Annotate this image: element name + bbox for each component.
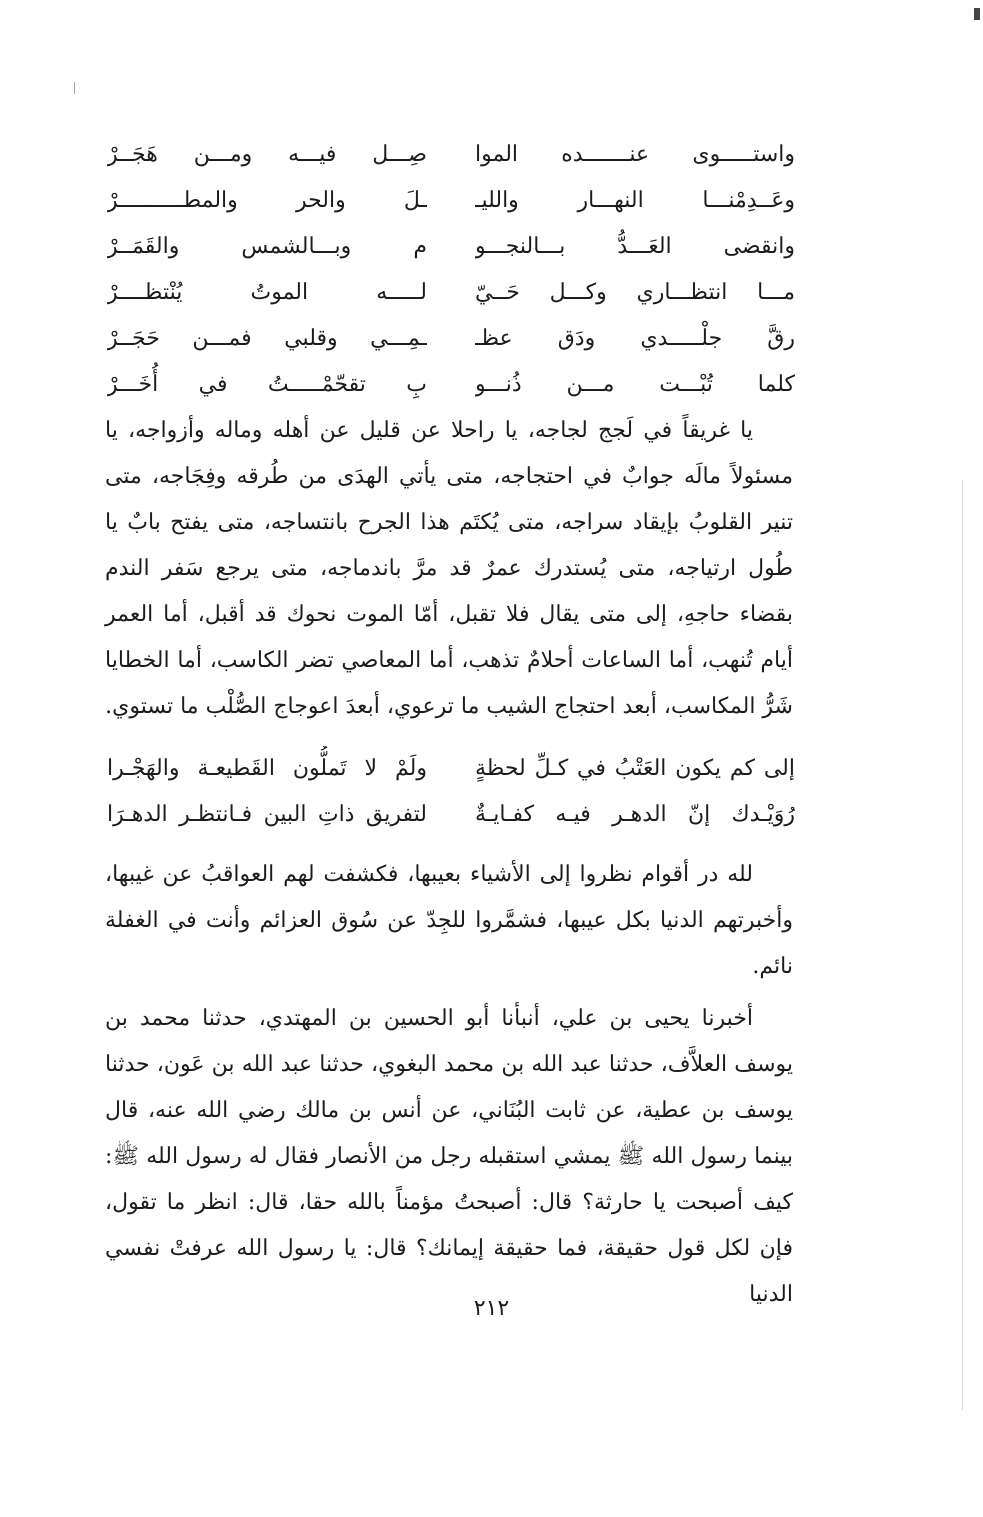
scan-mark xyxy=(974,8,980,20)
verse-line xyxy=(107,178,795,224)
verse-line xyxy=(107,132,795,178)
paragraph-block-2 xyxy=(105,852,793,990)
poem-block-1 xyxy=(107,132,795,408)
page-number: ٢١٢ xyxy=(473,1296,510,1321)
scan-tick xyxy=(74,82,75,94)
verse-line xyxy=(107,746,795,792)
verse-first-hemistich: وعَــدِمْنـــا النهـــار والليـ xyxy=(475,188,795,213)
verse-second-hemistich: ـلَ والحر والمطــــــــــرْ xyxy=(107,188,427,213)
verse-first-hemistich: مـــا انتظـــاري وكـــل حَــيّ xyxy=(475,280,795,305)
verse-line xyxy=(107,362,795,408)
scan-edge-line xyxy=(962,480,963,1410)
verse-second-hemistich: م وبـــالشمس والقَمَــرْ xyxy=(107,234,427,259)
prose-paragraph: أخبرنا يحيى بن علي، أنبأنا أبو الحسين بن المهتدي، حدثنا محمد بن يوسف العلاَّف، حدثنا عبد الله بن محمد البغوي، حدثنا عبد الله بن عَون، حدثنا يوسف بن عطية، عن ثابت البُنَاني، عن أنس بن مالك رضي الله عنه، قال بينما رسول الله ﷺ يمشي استقبله رجل من الأنصار فقال له رسول الله ﷺ: كيف أصبحت يا حارثة؟ قال: أصبحتُ مؤمناً بالله حقا، قال: انظر ما تقول، فإن لكل قول حقيقة، فما حقيقة إيمانك؟ قال: يا رسول الله عرفتْ نفسي الدنيا xyxy=(105,1006,793,1307)
prose-paragraph: لله در أقوام نظروا إلى الأشياء بعيبها، فكشفت لهم العواقبُ عن غيبها، وأخبرتهم الدنيا بكل عيبها، فشمَّروا للجِدّ عن سُوق العزائم وأنت في الغفلة نائم. xyxy=(105,862,793,979)
verse-first-hemistich: كلما تُبْـــت مـــن ذُنـــو xyxy=(475,372,795,397)
paragraph-block-1 xyxy=(105,408,793,730)
poem-block-2 xyxy=(107,746,795,838)
paragraph-block-3 xyxy=(105,996,793,1318)
verse-second-hemistich: ولَمْ لا تَملُّون القَطيعـة والهَجْـرا xyxy=(107,756,427,781)
verse-second-hemistich: لتفريق ذاتِ البين فـانتظـر الدهـرَا xyxy=(107,802,427,827)
verse-line xyxy=(107,792,795,838)
verse-first-hemistich: رُوَيْـدك إنّ الدهـر فيـه كفـايـةٌ xyxy=(475,802,795,827)
verse-first-hemistich: إلى كم يكون العَتْبُ في كـلِّ لحظةٍ xyxy=(475,756,795,781)
verse-first-hemistich: رقَّ جلْـــــدي ودَق عظـ xyxy=(475,326,795,351)
prose-paragraph: يا غريقاً في لَجج لجاجه، يا راحلا عن قليل عن أهله وماله وأزواجه، يا مسئولاً مالَه جوابٌ في احتجاجه، متى يأتي الهدَى من طُرقه وفِجَاجه، متى تنير القلوبُ بإيقاد سراجه، متى يُكتَم هذا الجرح بانتساجه، متى يفتح بابٌ يا طُول ارتياجه، متى يُستدرك عمرٌ قد مرَّ باندماجه، متى يرجع سَفر الندم بقضاء حاجهِ، إلى متى يقال فلا تقبل، أمّا الموت نحوك قد أقبل، أما العمر أيام تُنهب، أما الساعات أحلامٌ تذهب، أما المعاصي تضر الكاسب، أما الخطايا شَرُّ المكاسب، أبعد احتجاج الشيب ما ترعوي، أبعدَ اعوجاج الصُّلْب ما تستوي. xyxy=(105,418,793,719)
verse-line xyxy=(107,224,795,270)
verse-line xyxy=(107,270,795,316)
verse-second-hemistich: بِ تقحّمْـــــتُ في أُخَـــرْ xyxy=(107,372,427,397)
verse-first-hemistich: واستـــــوى عنـــــــده الموا xyxy=(475,142,795,167)
verse-second-hemistich: لـــــه الموتُ يُنْتظــــرْ xyxy=(107,280,427,305)
verse-line xyxy=(107,316,795,362)
verse-second-hemistich: ـمِـــي وقلبي فمـــن حَجَــرْ xyxy=(107,326,427,351)
verse-second-hemistich: صِـــل فيـــه ومـــن هَجَــرْ xyxy=(107,142,427,167)
verse-first-hemistich: وانقضى العَـــدُّ بـــالنجـــو xyxy=(475,234,795,259)
